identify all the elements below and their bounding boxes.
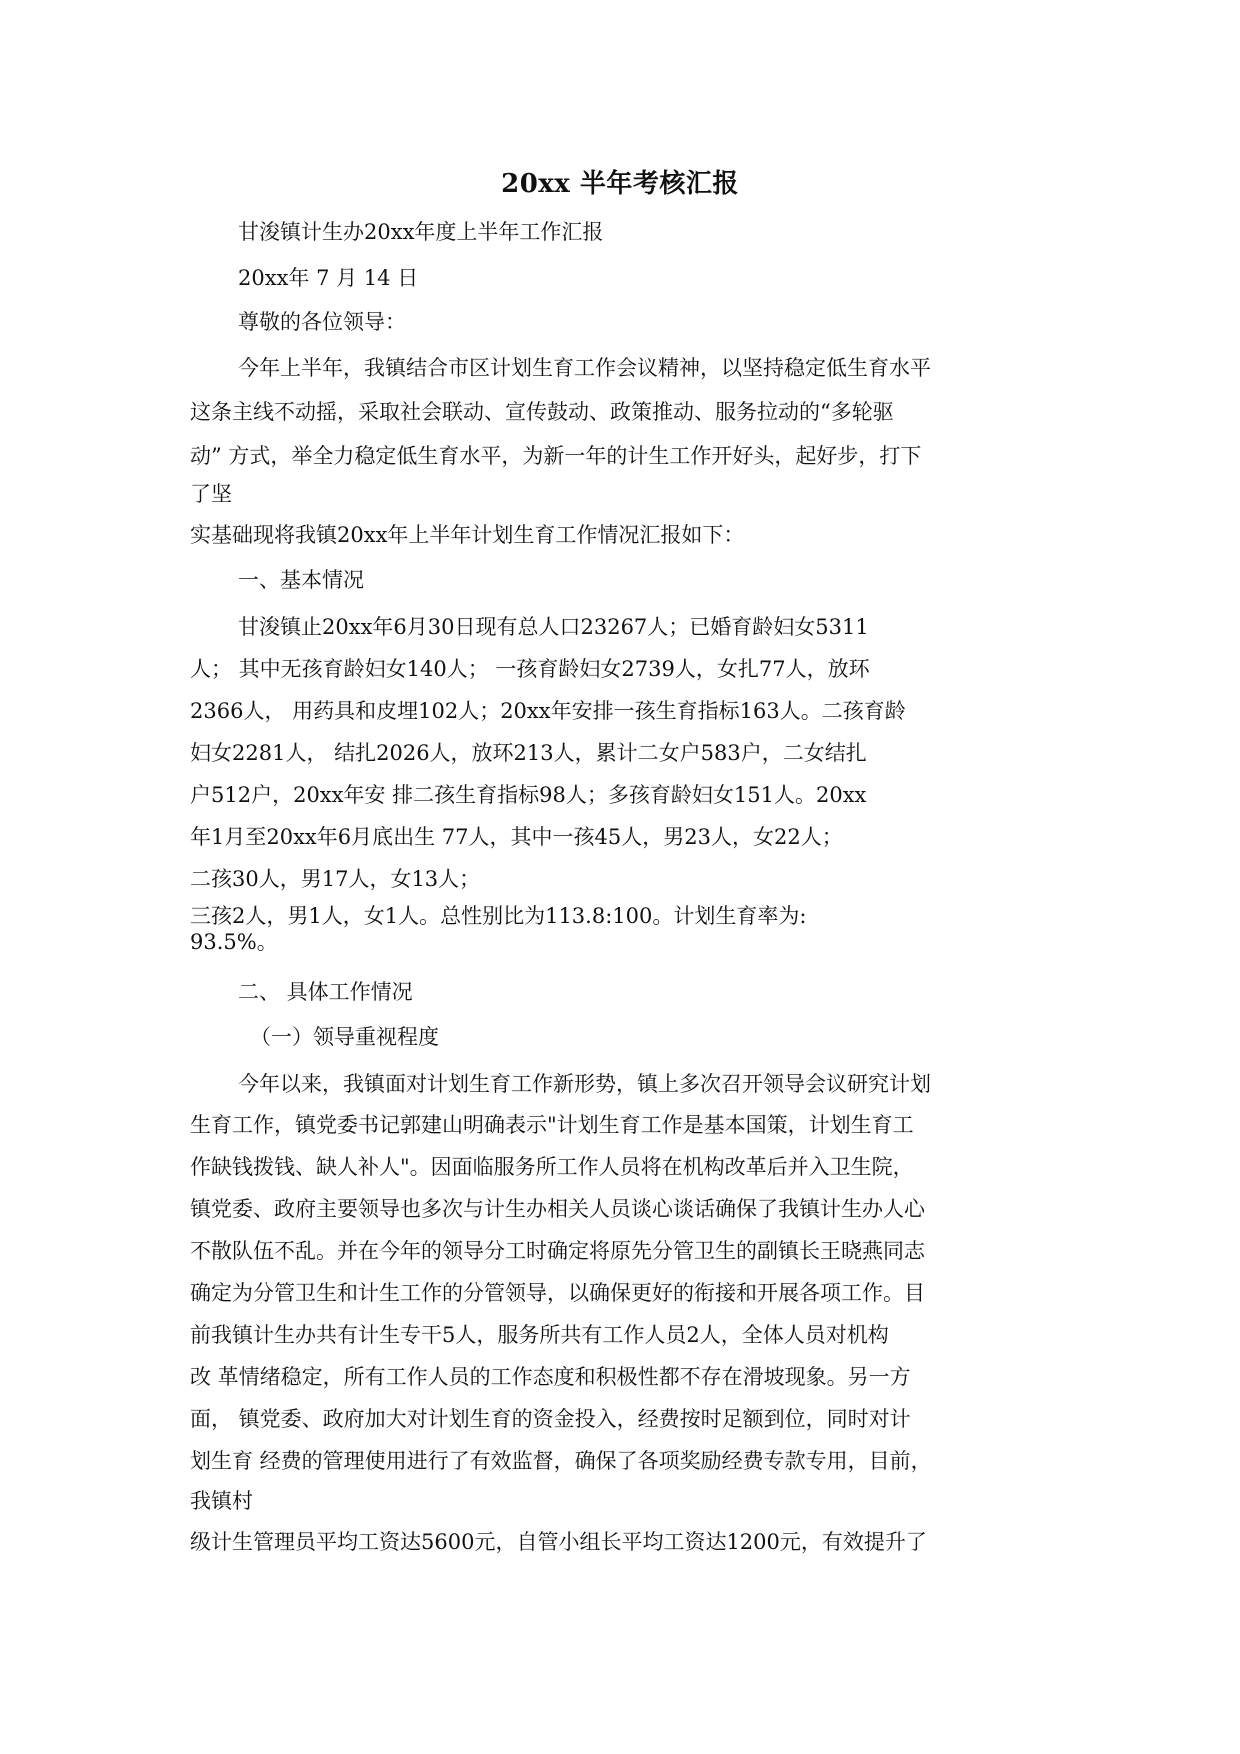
- intro-line: 这条主线不动摇，采取社会联动、宣传鼓动、政策推动、服务拉动的“多轮驱: [190, 400, 894, 424]
- section1-line: 甘浚镇止20xx年6月30日现有总人口23267人；已婚育龄妇女5311: [238, 615, 869, 639]
- section-heading: 一、基本情况: [238, 568, 364, 592]
- section1-line: 年1月至20xx年6月底出生 77人，其中一孩45人，男23人，女22人；: [190, 825, 843, 849]
- section1-line: 93.5%。: [190, 930, 278, 954]
- intro-line: 动” 方式，举全力稳定低生育水平，为新一年的计生工作开好头，起好步，打下: [190, 444, 922, 468]
- subsection1-line: 生育工作，镇党委书记郭建山明确表示"计划生育工作是基本国策，计划生育工: [190, 1113, 914, 1137]
- subsection1-line: 前我镇计生办共有计生专干5人，服务所共有工作人员2人，全体人员对机构: [190, 1323, 889, 1347]
- intro-line: 实基础现将我镇20xx年上半年计划生育工作情况汇报如下：: [190, 523, 745, 547]
- document-title: 20xx 半年考核汇报: [501, 169, 739, 199]
- subsection1-line: 镇党委、政府主要领导也多次与计生办相关人员谈心谈话确保了我镇计生办人心: [190, 1197, 925, 1221]
- subsection1-line: 改 革情绪稳定，所有工作人员的工作态度和积极性都不存在滑坡现象。另一方: [190, 1365, 911, 1389]
- section1-line: 2366人， 用药具和皮埋102人；20xx年安排一孩生育指标163人。二孩育龄: [190, 699, 906, 723]
- subsection1-line: 级计生管理员平均工资达5600元，自管小组长平均工资达1200元，有效提升了: [190, 1530, 927, 1554]
- section-heading: 二、 具体工作情况: [238, 980, 413, 1004]
- subsection1-line: 不散队伍不乱。并在今年的领导分工时确定将原先分管卫生的副镇长王晓燕同志: [190, 1239, 925, 1263]
- intro-line: 今年上半年，我镇结合市区计划生育工作会议精神，以坚持稳定低生育水平: [238, 356, 931, 380]
- document-date: 20xx年 7 月 14 日: [238, 266, 419, 290]
- subsection1-line: 面， 镇党委、政府加大对计划生育的资金投入，经费按时足额到位，同时对计: [190, 1407, 911, 1431]
- subsection1-line: 作缺钱拨钱、缺人补人"。因面临服务所工作人员将在机构改革后并入卫生院，: [190, 1155, 914, 1179]
- salutation: 尊敬的各位领导：: [238, 310, 406, 334]
- section1-line: 人； 其中无孩育龄妇女140人； 一孩育龄妇女2739人，女扎77人，放环: [190, 657, 870, 681]
- section1-line: 户512户，20xx年安 排二孩生育指标98人；多孩育龄妇女151人。20xx: [190, 783, 867, 807]
- section1-line: 妇女2281人， 结扎2026人，放环213人，累计二女户583户，二女结扎: [190, 741, 867, 765]
- document-subtitle: 甘浚镇计生办20xx年度上半年工作汇报: [238, 220, 604, 244]
- subsection1-line: 划生育 经费的管理使用进行了有效监督，确保了各项奖励经费专款专用，目前，: [190, 1449, 932, 1473]
- subsection1-line: 今年以来，我镇面对计划生育工作新形势，镇上多次召开领导会议研究计划: [238, 1072, 931, 1096]
- subsection1-line: 我镇村: [190, 1489, 253, 1513]
- section1-line: 三孩2人，男1人，女1人。总性别比为113.8:100。计划生育率为:: [190, 904, 807, 928]
- subsection-heading: （一）领导重视程度: [250, 1025, 439, 1049]
- subsection1-line: 确定为分管卫生和计生工作的分管领导，以确保更好的衔接和开展各项工作。目: [190, 1281, 925, 1305]
- intro-line: 了坚: [190, 482, 232, 506]
- section1-line: 二孩30人，男17人，女13人；: [190, 867, 481, 891]
